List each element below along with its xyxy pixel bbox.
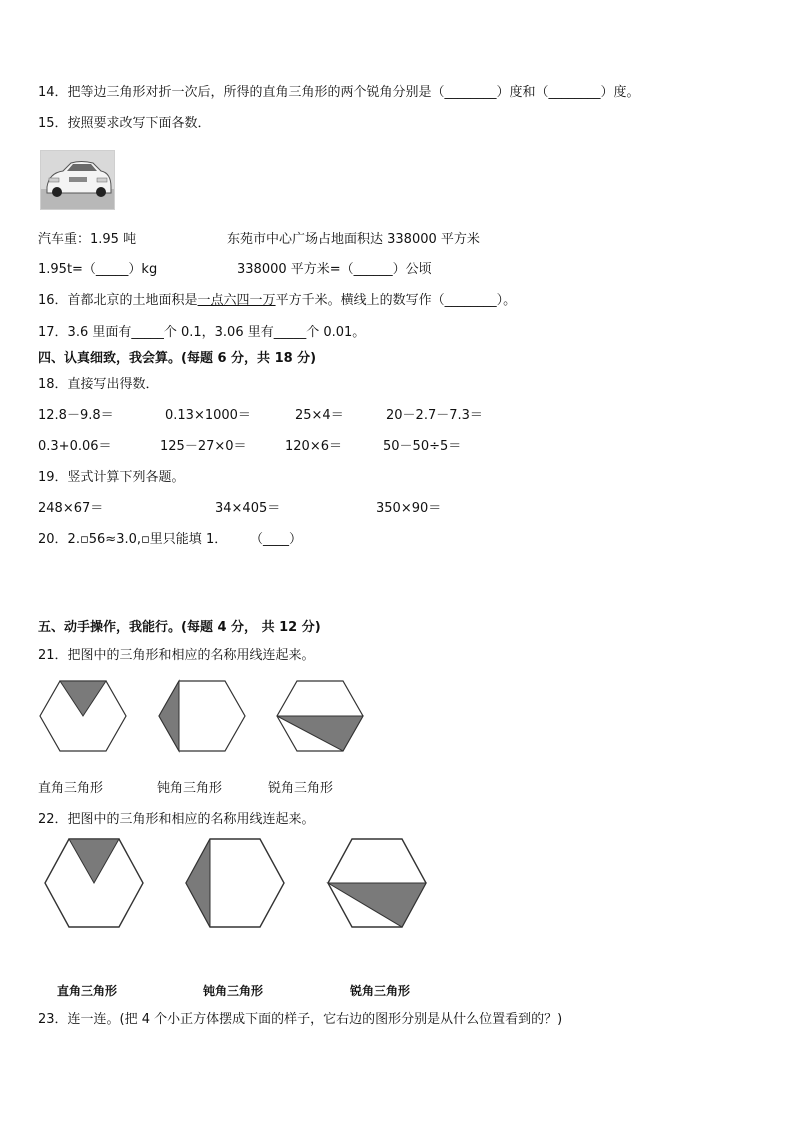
vertical-calc-item: 248×67＝ (38, 501, 104, 516)
hexagon-right-triangle-figure-2 (44, 838, 144, 928)
question-21: 21．把图中的三角形和相应的名称用线连起来。 (38, 648, 315, 663)
q20-answer-blank: （____） (250, 532, 303, 547)
question-19: 19．竖式计算下列各题。 (38, 470, 185, 485)
fill-hectare: 338000 平方米=（______）公顷 (237, 262, 432, 277)
hexagon-acute-triangle-figure (275, 680, 365, 752)
calc-item: 120×6＝ (285, 439, 342, 454)
question-14: 14．把等边三角形对折一次后，所得的直角三角形的两个锐角分别是（________）度和（________）度。 (38, 85, 640, 100)
question-20: 20．2.▫56≈3.0,▫里只能填 1． (38, 532, 228, 547)
q16-underlined-number: 一点六四一万 (197, 293, 276, 308)
hexagon-right-triangle-figure (38, 680, 128, 752)
calc-item: 12.8－9.8＝ (38, 408, 114, 423)
hexagon-acute-triangle-figure-2 (327, 838, 427, 928)
question-22: 22．把图中的三角形和相应的名称用线连起来。 (38, 812, 315, 827)
q16-suffix: 平方千米。横线上的数写作（________）。 (275, 293, 517, 308)
calc-item: 0.13×1000＝ (165, 408, 251, 423)
question-23: 23．连一连。(把 4 个小正方体摆成下面的样子，它右边的图形分别是从什么位置看到的？) (38, 1012, 563, 1027)
label-acute-triangle: 锐角三角形 (268, 781, 334, 796)
calc-item: 50－50÷5＝ (383, 439, 462, 454)
q16-prefix: 16．首都北京的土地面积是 (38, 293, 198, 308)
vertical-calc-item: 34×405＝ (215, 501, 281, 516)
label-obtuse-triangle: 钝角三角形 (157, 781, 223, 796)
car-photo-icon (40, 150, 115, 210)
calc-item: 20－2.7－7.3＝ (386, 408, 483, 423)
vertical-calc-item: 350×90＝ (376, 501, 442, 516)
question-15: 15．按照要求改写下面各数． (38, 116, 211, 131)
section-4-heading: 四、认真细致，我会算。(每题 6 分，共 18 分) (38, 351, 317, 366)
section-5-heading: 五、动手操作，我能行。(每题 4 分， 共 12 分) (38, 620, 321, 635)
square-area-text: 东苑市中心广场占地面积达 338000 平方米 (227, 232, 480, 247)
question-17: 17．3.6 里面有_____个 0.1，3.06 里有_____个 0.01。 (38, 325, 366, 340)
hexagon-obtuse-triangle-figure-2 (185, 838, 285, 928)
fill-kg: 1.95t=（_____）kg (38, 262, 158, 277)
calc-item: 0.3+0.06＝ (38, 439, 112, 454)
question-16 (38, 293, 516, 309)
car-weight-text: 汽车重：1.95 吨 (38, 232, 137, 247)
label-obtuse-triangle-2: 钝角三角形 (203, 984, 264, 998)
label-acute-triangle-2: 锐角三角形 (350, 984, 411, 998)
calc-item: 25×4＝ (295, 408, 344, 423)
hexagon-obtuse-triangle-figure (157, 680, 247, 752)
question-18: 18．直接写出得数． (38, 377, 159, 392)
label-right-triangle-2: 直角三角形 (57, 984, 118, 998)
calc-item: 125－27×0＝ (160, 439, 247, 454)
label-right-triangle: 直角三角形 (38, 781, 104, 796)
